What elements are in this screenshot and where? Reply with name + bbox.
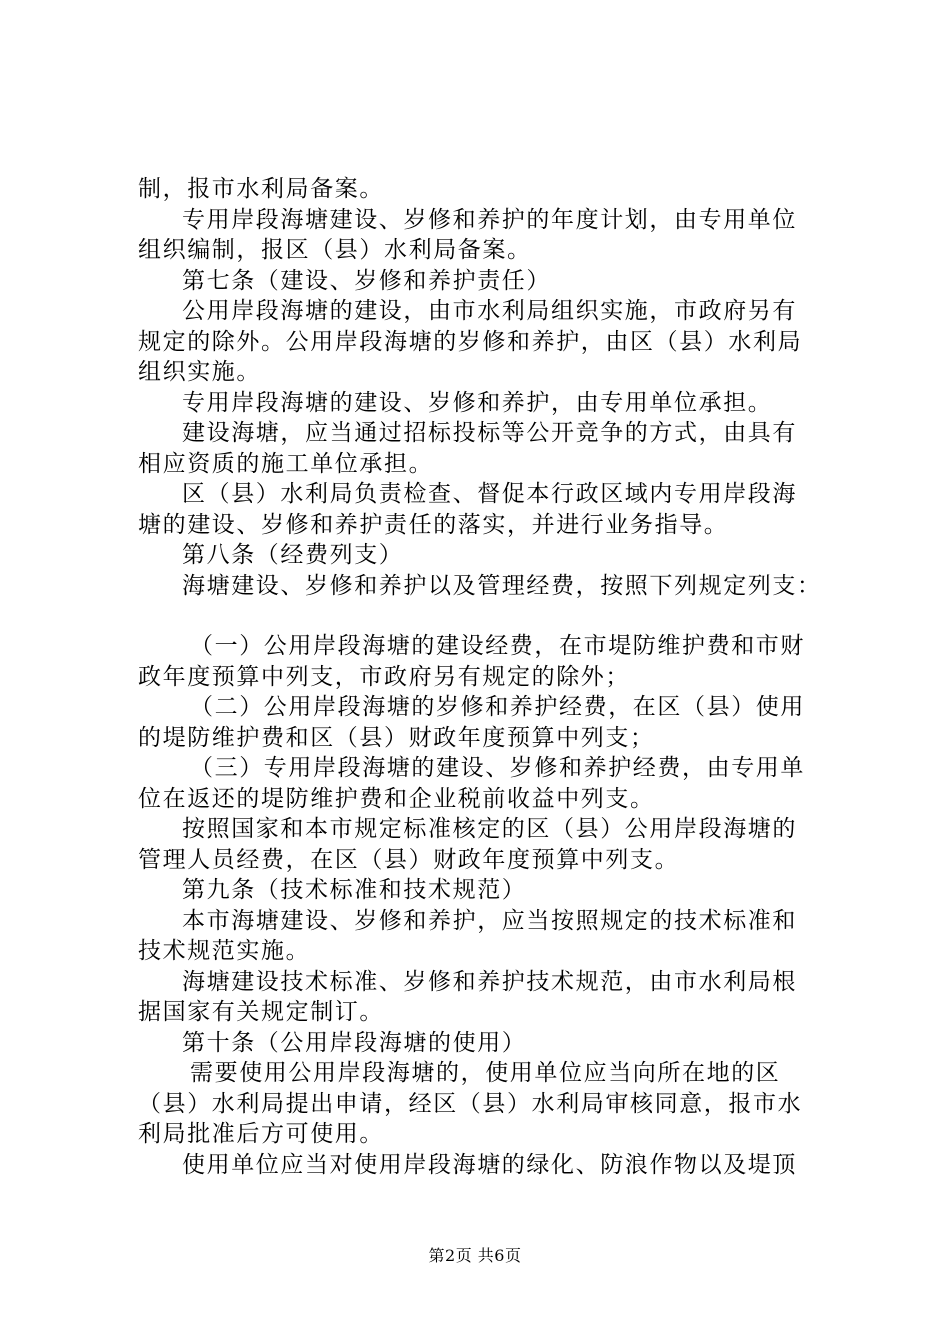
text-line: 的堤防维护费和区（县）财政年度预算中列支； [138,724,655,751]
text-line: 按照国家和本市规定标准核定的区（县）公用岸段海塘的 [182,816,797,842]
section-heading: 第九条（技术标准和技术规范） [182,877,527,903]
text-line: 本市海塘建设、岁修和养护，应当按照规定的技术标准和 [182,907,797,934]
document-body [138,174,838,1180]
text-line: 海塘建设、岁修和养护以及管理经费，按照下列规定列支： [182,572,822,599]
text-line: 需要使用公用岸段海塘的，使用单位应当向所在地的区 [190,1060,781,1086]
text-line: （县）水利局提出申请，经区（县）水利局审核同意，报市水 [138,1090,803,1117]
text-line: 制，报市水利局备案。 [138,176,384,202]
text-line: 建设海塘，应当通过招标投标等公开竞争的方式，由具有 [182,420,797,446]
text-line: 组织实施。 [138,359,261,385]
text-line: 相应资质的施工单位承担。 [138,450,434,477]
section-heading: 第七条（建设、岁修和养护责任） [182,267,551,294]
text-line: 公用岸段海塘的建设，由市水利局组织实施，市政府另有 [182,298,797,324]
text-line: （一）公用岸段海塘的建设经费，在市堤防维护费和市财 [190,633,805,659]
text-line: （二）公用岸段海塘的岁修和养护经费，在区（县）使用 [190,694,805,720]
text-line: 据国家有关规定制订。 [138,999,384,1025]
text-line: （三）专用岸段海塘的建设、岁修和养护经费，由专用单 [190,755,805,781]
section-heading: 第八条（经费列支） [182,542,404,568]
page-number: 第2页 共6页 [428,1246,522,1265]
text-line: 技术规范实施。 [138,938,311,964]
text-line: 管理人员经费，在区（县）财政年度预算中列支。 [138,846,680,873]
text-line: 利局批准后方可使用。 [138,1121,384,1147]
text-line: 海塘建设技术标准、岁修和养护技术规范，由市水利局根 [182,968,797,995]
text-line: 塘的建设、岁修和养护责任的落实，并进行业务指导。 [138,511,729,538]
text-line: 使用单位应当对使用岸段海塘的绿化、防浪作物以及堤顶 [182,1151,797,1178]
text-line: 专用岸段海塘建设、岁修和养护的年度计划，由专用单位 [182,206,797,233]
text-line: 专用岸段海塘的建设、岁修和养护，由专用单位承担。 [182,389,773,416]
text-line: 区（县）水利局负责检查、督促本行政区域内专用岸段海 [182,481,797,507]
text-line: 位在返还的堤防维护费和企业税前收益中列支。 [138,785,655,812]
text-line: 规定的除外。公用岸段海塘的岁修和养护，由区（县）水利局 [138,328,803,355]
section-heading: 第十条（公用岸段海塘的使用） [182,1029,527,1056]
text-line: 组织编制，报区（县）水利局备案。 [138,237,532,263]
text-line: 政年度预算中列支，市政府另有规定的除外； [138,663,630,690]
